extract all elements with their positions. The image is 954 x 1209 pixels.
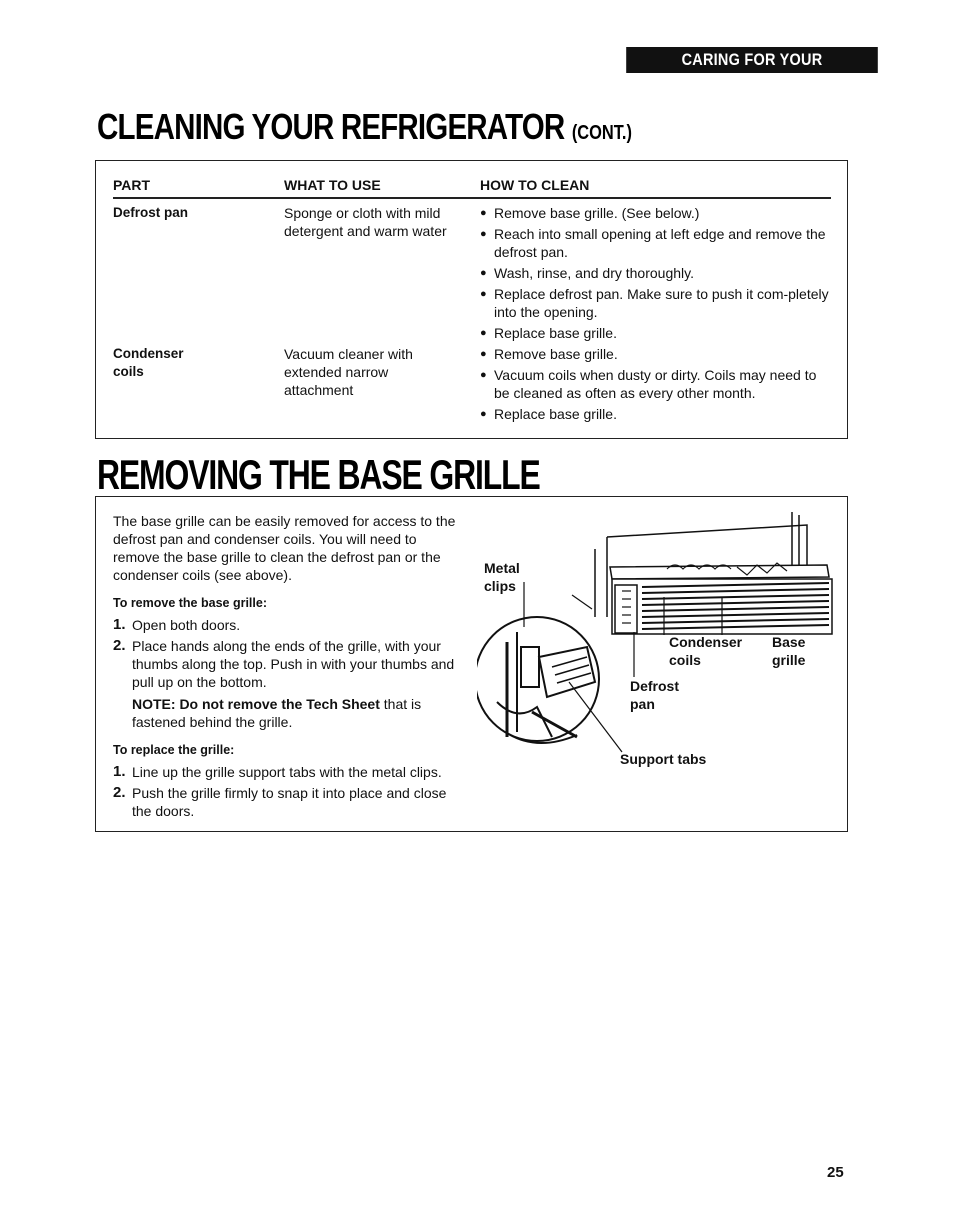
tech-sheet-note — [132, 695, 463, 731]
note-bold: NOTE: Do not remove the Tech Sheet — [132, 696, 380, 712]
step-number: 2. — [113, 784, 126, 801]
replace-heading: To replace the grille: — [113, 743, 235, 757]
label-defrost-pan: Defrost pan — [630, 678, 680, 712]
step-text: Push the grille firmly to snap it into place and close the doors. — [132, 785, 447, 819]
cleaning-title-text: CLEANING YOUR REFRIGERATOR — [97, 106, 565, 147]
part-defrost-pan: Defrost pan — [113, 205, 189, 220]
list-item: ● Reach into small opening at left edge and remove the defrost pan. — [478, 225, 830, 261]
label-condenser-coils: Condenser coils — [669, 634, 743, 668]
base-grille-illustration — [477, 507, 842, 777]
label-metal-clips: Metal clips — [484, 560, 520, 594]
list-item: ● Vacuum coils when dusty or dirty. Coils may need to be cleaned as often as every other month. — [478, 366, 830, 402]
note-rest: that is fastened behind the grille. — [132, 696, 422, 730]
step-number: 1. — [113, 763, 126, 780]
remove-heading: To remove the base grille: — [113, 596, 267, 610]
list-item — [113, 637, 463, 731]
removing-instructions — [113, 512, 463, 823]
use-defrost-pan: Sponge or cloth with mild detergent and warm water — [284, 205, 447, 239]
label-support-tabs: Support tabs — [620, 751, 707, 767]
step-number: 1. — [113, 616, 126, 633]
list-item: ● Wash, rinse, and dry thoroughly. — [478, 264, 830, 282]
replace-steps — [113, 763, 463, 820]
use-condenser-coils: Vacuum cleaner with extended narrow attachment — [284, 346, 413, 398]
intro-paragraph: The base grille can be easily removed for access to the defrost pan and condenser coils. You will need to remove the base grille to clean the defrost pan or the condenser coils (see above). — [113, 513, 456, 583]
steps-defrost-pan — [478, 204, 830, 345]
list-item: ● Replace defrost pan. Make sure to push it com-pletely into the opening. — [478, 285, 830, 321]
remove-steps — [113, 616, 463, 731]
cleaning-title — [97, 106, 632, 148]
list-item: ● Replace base grille. — [478, 324, 830, 342]
removing-title: REMOVING THE BASE GRILLE — [97, 451, 540, 498]
step-text: Place hands along the ends of the grille, with your thumbs along the top. Push in with your thumbs and pull up on the bottom. — [132, 638, 455, 690]
cleaning-table — [95, 160, 848, 439]
list-item — [113, 616, 463, 634]
column-header-what-to-use: WHAT TO USE — [284, 177, 381, 193]
list-item — [113, 784, 463, 820]
steps-condenser-coils — [478, 345, 830, 426]
page-number: 25 — [827, 1164, 844, 1181]
step-number: 2. — [113, 637, 126, 654]
list-item: ● Remove base grille. — [478, 345, 830, 363]
list-item: ● Remove base grille. (See below.) — [478, 204, 830, 222]
cleaning-title-suffix: (CONT.) — [571, 122, 632, 144]
header-divider — [113, 197, 831, 199]
column-header-how-to-clean: HOW TO CLEAN — [480, 177, 590, 193]
part-condenser-coils: Condenser coils — [113, 346, 184, 379]
column-header-part: PART — [113, 177, 151, 193]
step-text: Open both doors. — [132, 617, 241, 633]
section-banner: CARING FOR YOUR REFRIGERATOR — [626, 47, 878, 73]
step-text: Line up the grille support tabs with the metal clips. — [132, 764, 442, 780]
list-item — [113, 763, 463, 781]
list-item: ● Replace base grille. — [478, 405, 830, 423]
label-base-grille: Base grille — [772, 634, 806, 668]
